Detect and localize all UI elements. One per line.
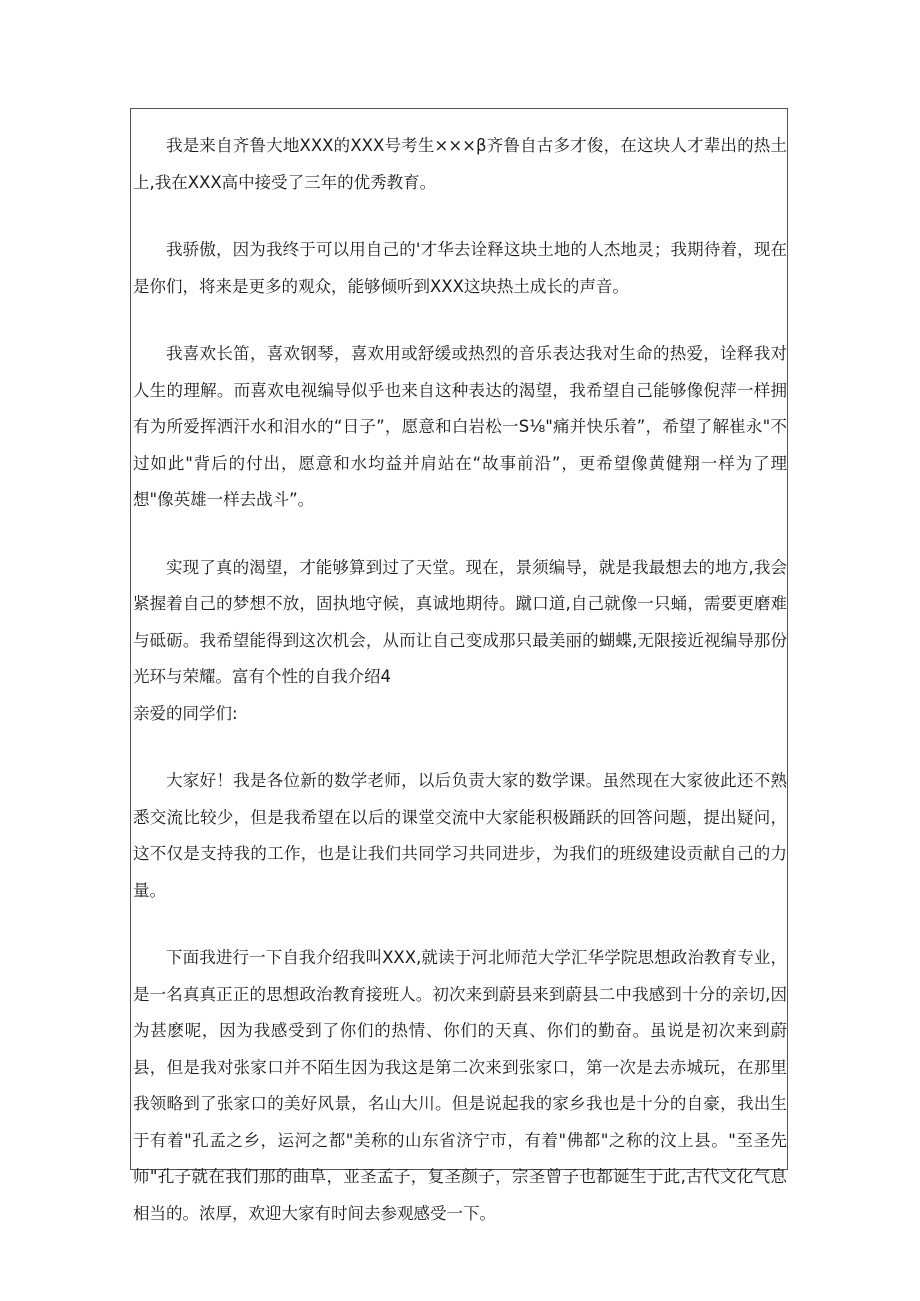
paragraph-5: 亲爱的同学们: [133,703,238,723]
paragraph-1: 我是来自齐鲁大地XXX的XXX号考生×××β齐鲁自古多才俊，在这块人才辈出的热土上,我在XXX高中接受了三年的优秀教育。 [133,136,787,192]
paragraph-4: 实现了真的渴望，才能够算到过了天堂。现在，景须编导，就是我最想去的地方,我会紧握着自己的梦想不放，固执地守候，真诚地期待。蹴口道,自己就像一只蛹，需要更磨难与砥砺。我希望能得到这次机会，从而让自己变成那只最美丽的蝴蝶,无限接近视编导那份光环与荣耀。富有个性的自我介绍4 [133,557,787,686]
paragraph-6: 大家好！我是各位新的数学老师，以后负责大家的数学课。虽然现在大家彼此还不熟悉交流比较少，但是我希望在以后的课堂交流中大家能积极踊跃的回答问题，提出疑问，这不仅是支持我的工作，也是让我们共同学习共同进步，为我们的班级建设贡献自己的力量。 [133,771,787,900]
paragraph-gap [133,305,787,336]
paragraph-gap [133,201,787,232]
paragraph-gap [133,519,787,550]
paragraph-7: 下面我进行一下自我介绍我叫XXX,就读于河北师范大学汇华学院思想政治教育专业，是一名真真正正的思想政治教育接班人。初次来到蔚县来到蔚县二中我感到十分的亲切,因为甚麽呢，因为我感受到了你们的热情、你们的天真、你们的勤奋。虽说是初次来到蔚县，但是我对张家口并不陌生因为我这是第二次来到张家口，第一次是去赤城玩，在那里我领略到了张家口的美好风景，名山大川。但是说起我的家乡我也是十分的自豪，我出生于有着"孔孟之乡，运河之都"美称的山东省济宁市，有着"佛都"之称的汶上县。"至圣先师"孔子就在我们那的曲阜，亚圣孟子，复圣颜子，宗圣曾子也都诞生于此,古代文化气息相当的。浓厚，欢迎大家有时间去参观感受一下。 [133,948,787,1223]
document-body [133,128,787,1232]
paragraph-3: 我喜欢长笛，喜欢钢琴，喜欢用或舒缓或热烈的音乐表达我对生命的热爱，诠释我对人生的理解。而喜欢电视编导似乎也来自这种表达的渴望，我希望自己能够像倪萍一样拥有为所爱挥洒汗水和泪水的“日子”，愿意和白岩松一S⅛"痛并快乐着”，希望了解崔永"不过如此"背后的付出，愿意和水均益并肩站在“故事前沿”，更希望像黄健翔一样为了理想"像英雄一样去战斗”。 [133,344,787,509]
paragraph-2: 我骄傲，因为我终于可以用自己的'才华去诠释这块土地的人杰地灵；我期待着，现在是你们，将来是更多的观众，能够倾听到XXX这块热土成长的声音。 [133,240,787,296]
paragraph-gap [133,909,787,940]
paragraph-gap [133,732,787,763]
